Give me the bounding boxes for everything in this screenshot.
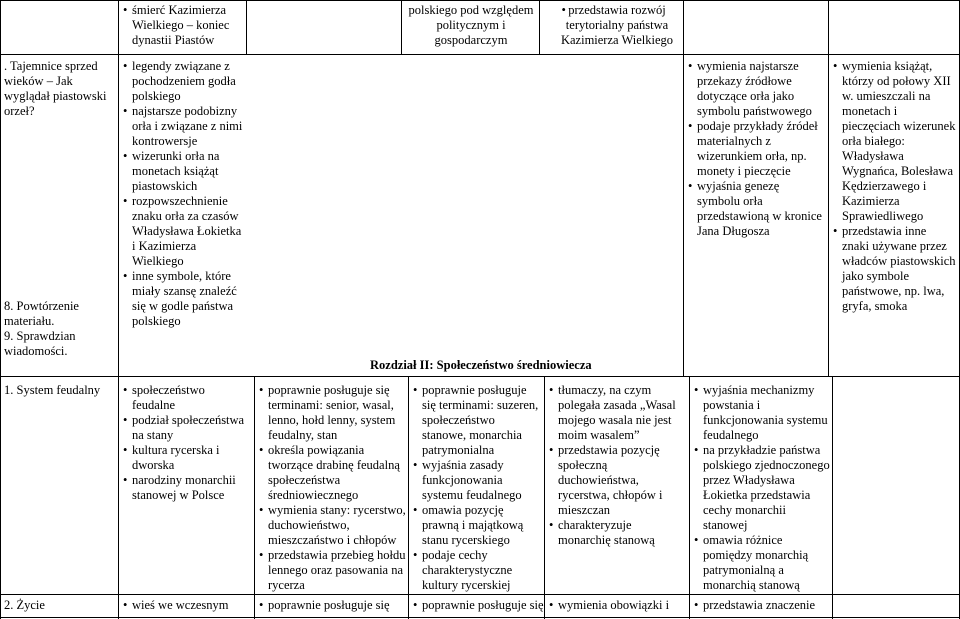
grid-line (0, 54, 960, 55)
bullet-item: • legendy związane z pochodzeniem godła polskiego (122, 59, 244, 104)
grid-line (828, 0, 829, 55)
requirements-cell-zycie-d (693, 598, 831, 613)
topic-cell-orzel (4, 59, 116, 374)
grid-line (0, 0, 960, 1)
requirements-cell-zycie-a (258, 598, 408, 613)
grid-line (828, 54, 829, 377)
bullet-item: • wyjaśnia genezę symbolu orła przedstawioną w kronice Jana Długosza (687, 179, 825, 239)
bullet-item: • wyjaśnia mechanizmy powstania i funkcjonowania systemu feudalnego (693, 383, 831, 443)
grid-line (0, 617, 960, 618)
requirements-cell-zycie-b (412, 598, 544, 613)
bullet-item: • przedstawia znaczenie (693, 598, 831, 613)
topic-cell-system (4, 383, 116, 398)
fragment-cell-col5 (542, 3, 682, 48)
requirements-cell-system-d (693, 383, 831, 593)
bullet-item: • podaje przykłady źródeł materialnych z wizerunkiem orła, np. monety i pieczęcie (687, 119, 825, 179)
fragment-cell-col4 (404, 3, 538, 48)
bullet-item: • poprawnie posługuje się terminami: suzeren, społeczeństwo stanowe, monarchia patrymonialna (412, 383, 542, 458)
topic-text: 8. Powtórzenie materiału. (4, 299, 79, 328)
requirements-cell-system-b (412, 383, 542, 593)
bullet-item: • najstarsze podobizny orła i związane z nimi kontrowersje (122, 104, 244, 149)
bullet-item: • kultura rycerska i dworska (122, 443, 250, 473)
content-cell-orzel (122, 59, 244, 329)
grid-line (0, 376, 960, 377)
requirements-cell-zycie-c (548, 598, 688, 613)
bullet-item: • społeczeństwo feudalne (122, 383, 250, 413)
grid-line (683, 54, 684, 377)
bullet-item: • charakteryzuje monarchię stanową (548, 518, 686, 548)
bullet-item: • podaje cechy charakterystyczne kultury rycerskiej (412, 548, 542, 593)
bullet-item: • wizerunki orła na monetach książąt piastowskich (122, 149, 244, 194)
bullet-item: • rozpowszechnienie znaku orła za czasów Władysława Łokietka i Kazimierza Wielkiego (122, 194, 244, 269)
text-line: polskiego pod względem politycznym i gospodarczym (408, 3, 534, 47)
grid-line (0, 594, 960, 595)
content-cell-system (122, 383, 250, 503)
topic-text: . Tajemnice sprzed wieków – Jak wyglądał piastowski orzeł? (4, 59, 107, 118)
section-header (370, 358, 670, 373)
section-title: Rozdział II: Społeczeństwo średniowiecza (370, 358, 592, 372)
bullet-item: • poprawnie posługuje się terminami: senior, wasal, lenno, hołd lenny, system feudalny, stan (258, 383, 406, 443)
grid-line (118, 0, 119, 619)
content-cell-zycie (122, 598, 252, 613)
bullet-item: • śmierć Kazimierza Wielkiego – koniec dynastii Piastów (122, 3, 244, 48)
bullet-item: • wymienia stany: rycerstwo, duchowieństwo, mieszczaństwo i chłopów (258, 503, 406, 548)
bullet-item: • inne symbole, które miały szansę znaleźć się w godle państwa polskiego (122, 269, 244, 329)
bullet-item: • omawia pozycję prawną i majątkową stanu rycerskiego (412, 503, 542, 548)
fragment-cell-content (122, 3, 244, 48)
bullet-item: • określa powiązania tworzące drabinę feudalną społeczeństwa średniowiecznego (258, 443, 406, 503)
bullet-item: • podział społeczeństwa na stany (122, 413, 250, 443)
grid-line (246, 0, 247, 55)
bullet-item: • przedstawia pozycję społeczną duchowieństwa, rycerstwa, chłopów i mieszczan (548, 443, 686, 518)
grid-line (408, 376, 409, 619)
requirements-cell-system-a (258, 383, 406, 593)
grid-line (0, 0, 1, 619)
grid-line (544, 376, 545, 619)
grid-line (683, 0, 684, 55)
bullet-item: • przedstawia inne znaki używane przez władców piastowskich jako symbole państwowe, np. lwa, gryfa, smoka (832, 224, 956, 314)
bullet-item: • omawia różnice pomiędzy monarchią patrymonialną a monarchią stanową (693, 533, 831, 593)
bullet-item: • wymienia książąt, którzy od połowy XII w. umieszczali na monetach i pieczęciach wizerunek orła białego: Władysława Wygnańca, Bolesława Kędzierzawego i Kazimierza Sprawiedliwego (832, 59, 956, 224)
grid-line (254, 376, 255, 619)
bullet-item: • przedstawia rozwój terytorialny państwa Kazimierza Wielkiego (542, 3, 682, 48)
requirements-cell-system-c (548, 383, 686, 548)
grid-line (539, 0, 540, 55)
requirements-cell-orzel-b (832, 59, 956, 314)
grid-line (832, 376, 833, 619)
topic-text: 2. Życie (4, 598, 45, 612)
bullet-item: • na przykładzie państwa polskiego zjednoczonego przez Władysława Łokietka przedstawia cechy monarchii stanowej (693, 443, 831, 533)
topic-cell-zycie (4, 598, 116, 613)
bullet-item: • poprawnie posługuje się (412, 598, 544, 613)
bullet-item: • wieś we wczesnym (122, 598, 252, 613)
requirements-cell-orzel-a (687, 59, 825, 239)
bullet-item: • wymienia obowiązki i (548, 598, 688, 613)
bullet-item: • przedstawia przebieg hołdu lennego oraz pasowania na rycerza (258, 548, 406, 593)
grid-line (401, 0, 402, 55)
bullet-item: • wymienia najstarsze przekazy źródłowe dotyczące orła jako symbolu państwowego (687, 59, 825, 119)
bullet-item: • tłumaczy, na czym polegała zasada „Wasal mojego wasala nie jest moim wasalem” (548, 383, 686, 443)
grid-line (689, 376, 690, 619)
bullet-item: • narodziny monarchii stanowej w Polsce (122, 473, 250, 503)
bullet-item: • poprawnie posługuje się (258, 598, 408, 613)
bullet-item: • wyjaśnia zasady funkcjonowania systemu feudalnego (412, 458, 542, 503)
topic-text: 9. Sprawdzian wiadomości. (4, 329, 76, 358)
topic-text: 1. System feudalny (4, 383, 101, 397)
